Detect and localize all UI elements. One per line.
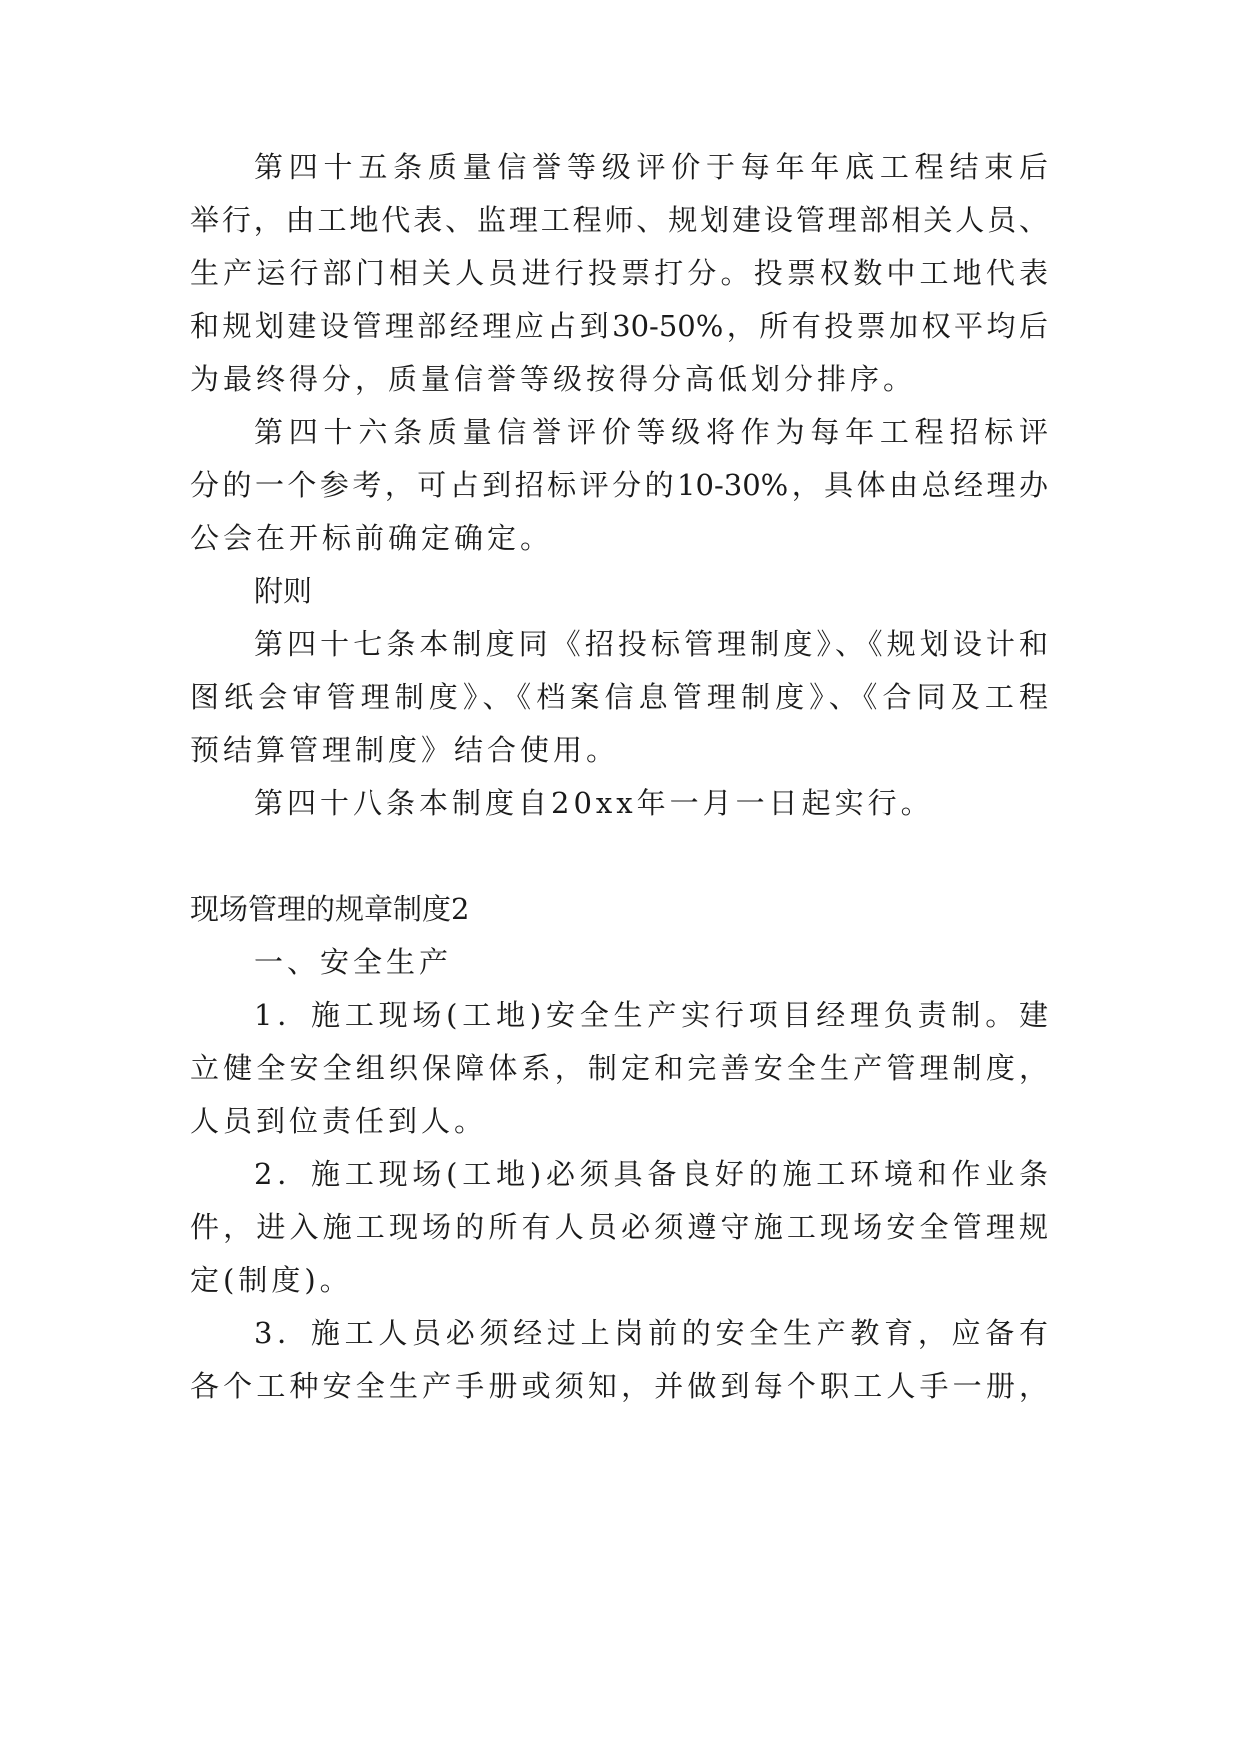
text-line: 人员到位责任到人。 — [190, 1104, 488, 1138]
text-line: 立健全安全组织保障体系，制定和完善安全生产管理制度， — [190, 1051, 1048, 1085]
text-line: 各个工种安全生产手册或须知，并做到每个职工人手一册， — [190, 1369, 1048, 1403]
text-line: 公会在开标前确定确定。 — [190, 521, 554, 555]
text-line: 第四十七条本制度同《招投标管理制度》、《规划设计和 — [254, 627, 1048, 661]
text-line: 第四十六条质量信誉评价等级将作为每年工程招标评 — [254, 415, 1048, 449]
text-line: 第四十五条质量信誉等级评价于每年年底工程结束后 — [254, 150, 1048, 184]
text-line: 举行，由工地代表、监理工程师、规划建设管理部相关人员、 — [190, 203, 1048, 237]
text-line: 件，进入施工现场的所有人员必须遵守施工现场安全管理规 — [190, 1210, 1048, 1244]
text-line: 第四十八条本制度自20xx年一月一日起实行。 — [254, 786, 934, 820]
document-title: 现场管理的规章制度2 — [190, 892, 470, 926]
text-line: 为最终得分，质量信誉等级按得分高低划分排序。 — [190, 362, 917, 396]
text-line: 和规划建设管理部经理应占到30-50%，所有投票加权平均后 — [190, 309, 1048, 343]
text-line: 生产运行部门相关人员进行投票打分。投票权数中工地代表 — [190, 256, 1048, 290]
text-line: 图纸会审管理制度》、《档案信息管理制度》、《合同及工程 — [190, 680, 1048, 714]
text-line: 预结算管理制度》结合使用。 — [190, 733, 620, 767]
text-line: 分的一个参考，可占到招标评分的10-30%，具体由总经理办 — [190, 468, 1048, 502]
text-line: 1．施工现场(工地)安全生产实行项目经理负责制。建 — [254, 998, 1048, 1032]
section-heading: 附则 — [254, 574, 313, 608]
text-line: 定(制度)。 — [190, 1263, 353, 1297]
text-line: 2．施工现场(工地)必须具备良好的施工环境和作业条 — [254, 1157, 1048, 1191]
section-heading: 一、安全生产 — [254, 945, 453, 979]
text-line: 3．施工人员必须经过上岗前的安全生产教育，应备有 — [254, 1316, 1048, 1350]
